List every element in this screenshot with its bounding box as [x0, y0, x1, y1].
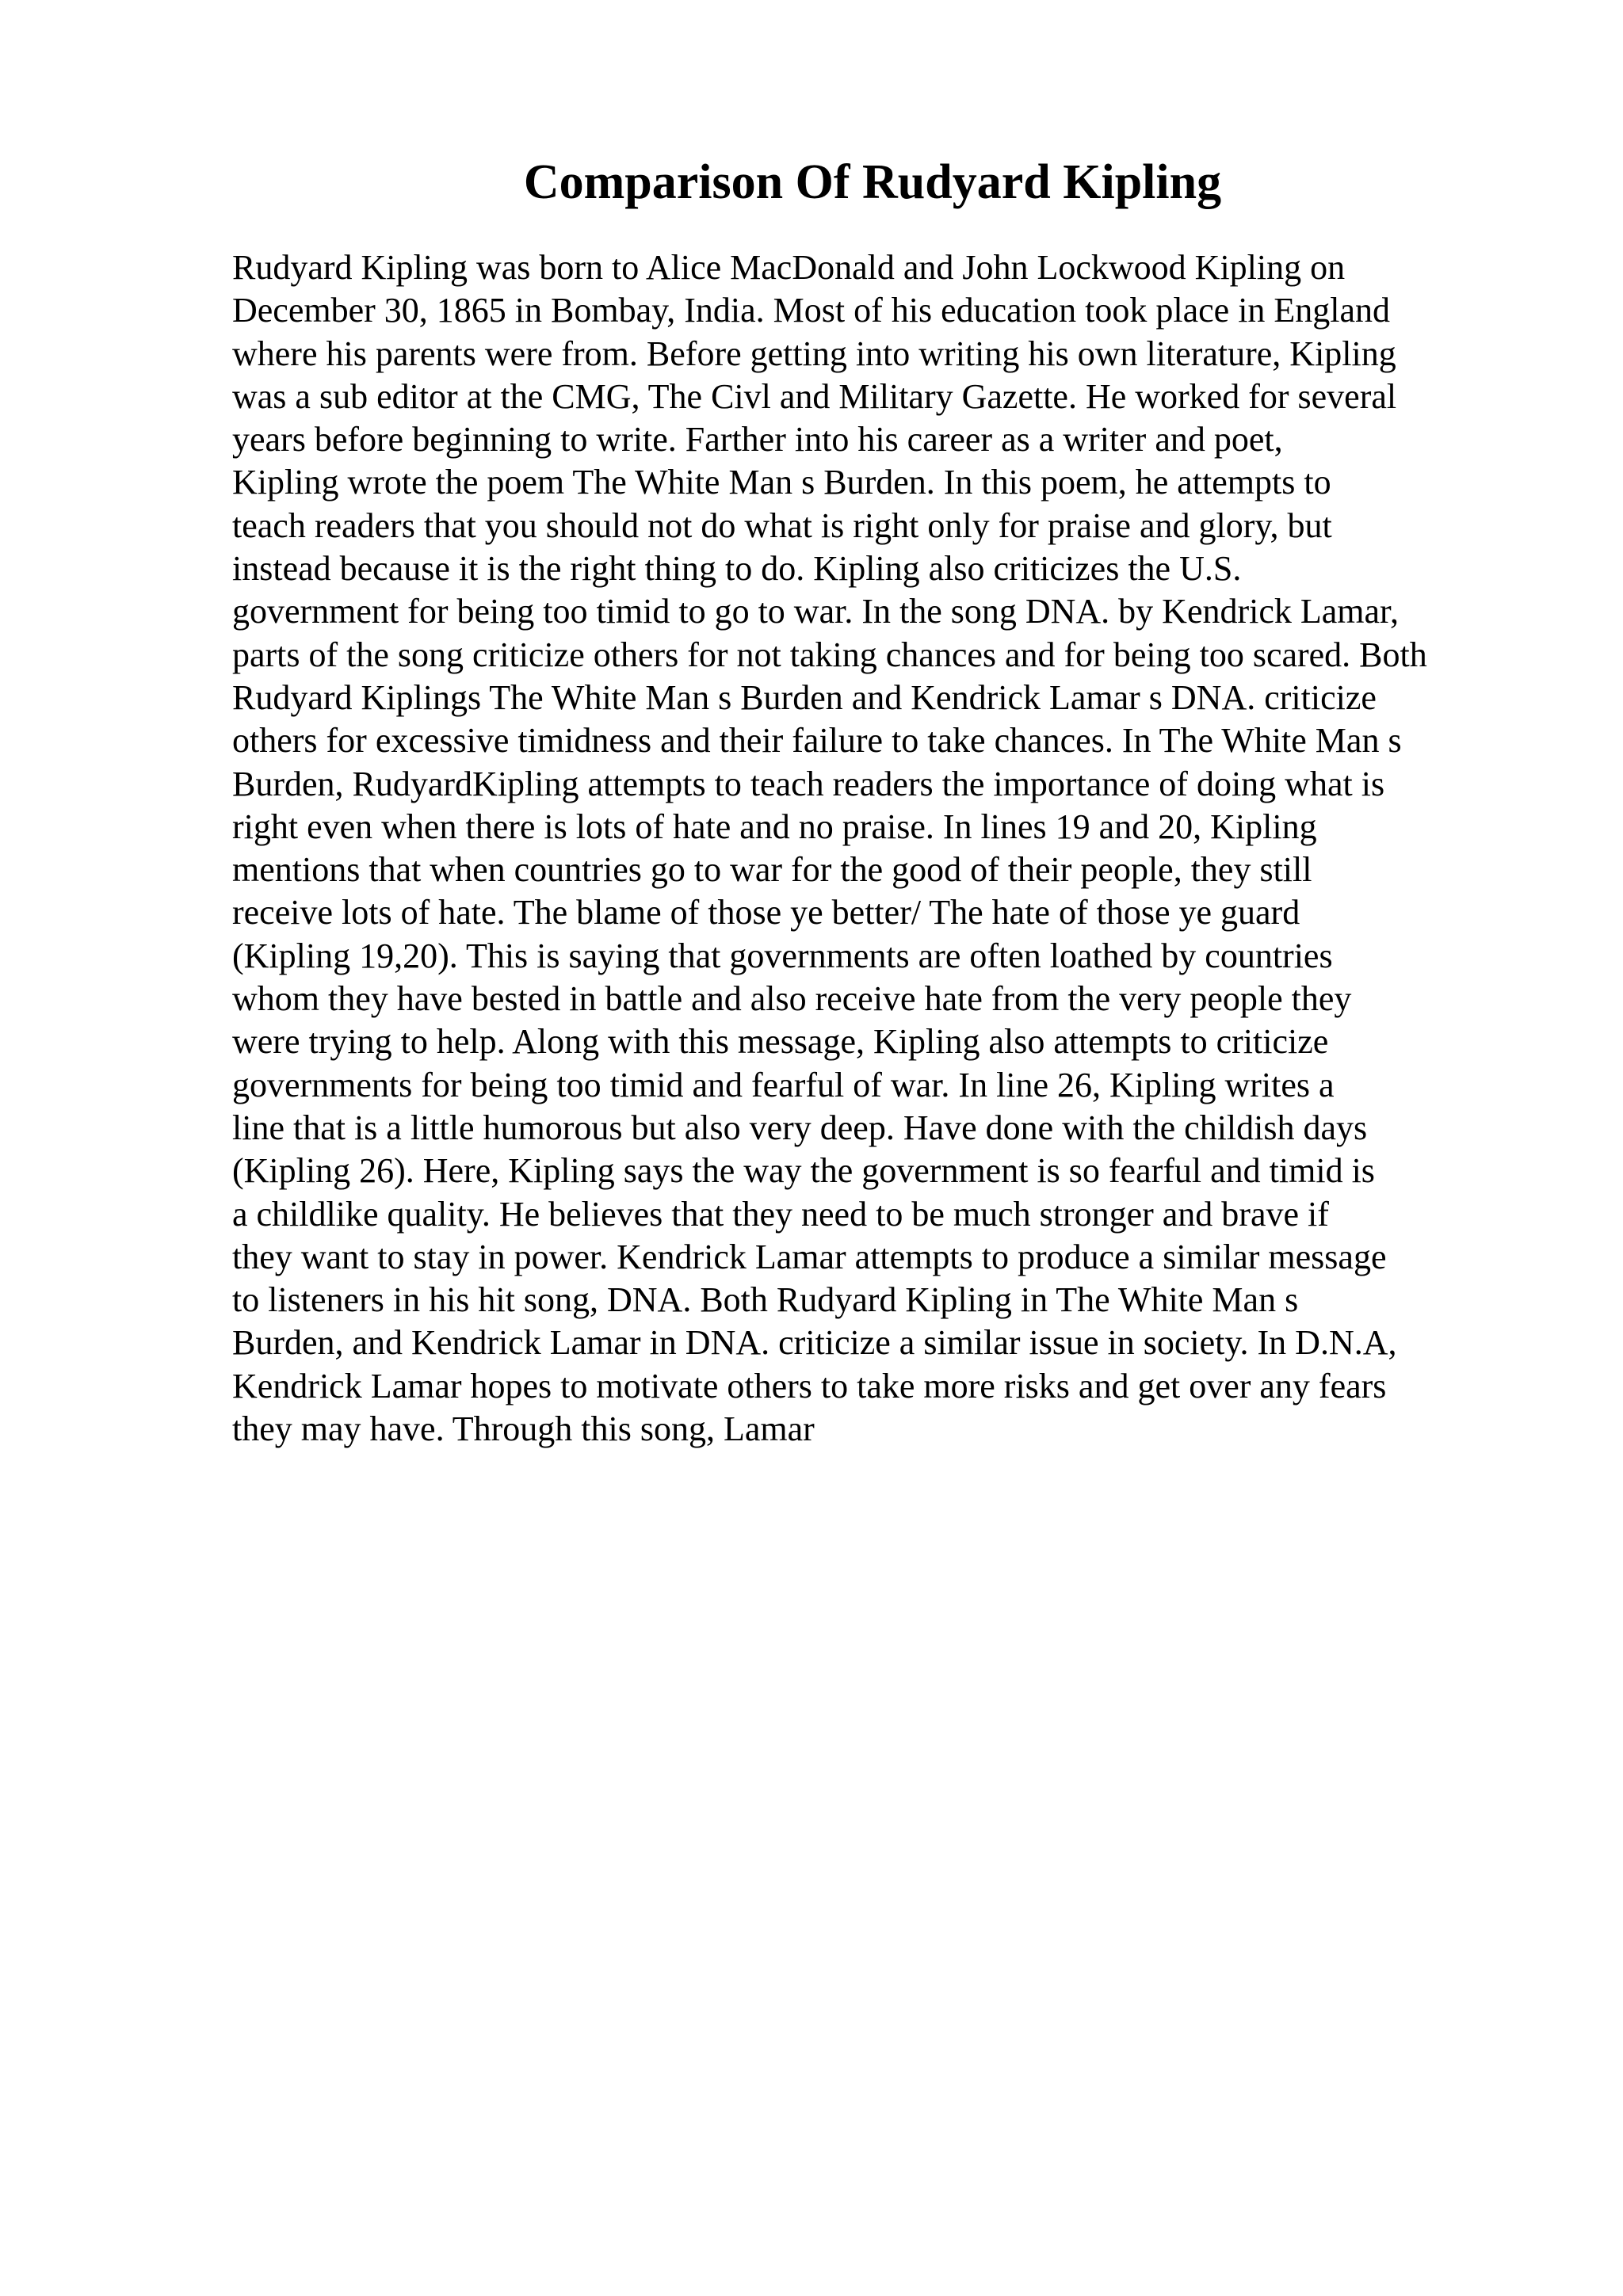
- body-line: Kipling wrote the poem The White Man s Burden. In this poem, he attempts to: [232, 463, 1331, 502]
- body-line: teach readers that you should not do what is right only for praise and glory, but: [232, 505, 1332, 545]
- body-line: Burden, RudyardKipling attempts to teach readers the importance of doing what is: [232, 764, 1385, 803]
- body-line: to listeners in his hit song, DNA. Both Rudyard Kipling in The White Man s: [232, 1280, 1299, 1320]
- body-line: parts of the song criticize others for not taking chances and for being too scared. Both: [232, 635, 1427, 674]
- body-line: they may have. Through this song, Lamar: [232, 1409, 815, 1449]
- body-line: (Kipling 19,20). This is saying that governments are often loathed by countries: [232, 936, 1333, 975]
- body-line: they want to stay in power. Kendrick Lamar attempts to produce a similar message: [232, 1237, 1387, 1276]
- body-line: right even when there is lots of hate and no praise. In lines 19 and 20, Kipling: [232, 807, 1317, 846]
- body-line: Rudyard Kipling was born to Alice MacDonald and John Lockwood Kipling on: [232, 248, 1346, 287]
- document-title: Comparison Of Rudyard Kipling: [523, 155, 1222, 209]
- body-line: (Kipling 26). Here, Kipling says the way the government is so fearful and timid is: [232, 1151, 1375, 1191]
- body-line: was a sub editor at the CMG, The Civl and Military Gazette. He worked for several: [232, 376, 1397, 416]
- body-line: whom they have bested in battle and also receive hate from the very people they: [232, 979, 1352, 1019]
- body-line: years before beginning to write. Farther into his career as a writer and poet,: [232, 420, 1283, 460]
- body-line: were trying to help. Along with this message, Kipling also attempts to criticize: [232, 1022, 1329, 1062]
- document-body: [232, 246, 1595, 1451]
- body-line: instead because it is the right thing to do. Kipling also criticizes the U.S.: [232, 549, 1242, 589]
- body-line: governments for being too timid and fearful of war. In line 26, Kipling writes a: [232, 1065, 1335, 1104]
- body-line: Kendrick Lamar hopes to motivate others to take more risks and get over any fears: [232, 1366, 1387, 1405]
- body-line: mentions that when countries go to war for the good of their people, they still: [232, 850, 1312, 890]
- body-line: where his parents were from. Before getting into writing his own literature, Kipling: [232, 334, 1396, 373]
- body-line: government for being too timid to go to war. In the song DNA. by Kendrick Lamar,: [232, 592, 1399, 631]
- body-line: December 30, 1865 in Bombay, India. Most of his education took place in England: [232, 291, 1391, 330]
- body-line: line that is a little humorous but also very deep. Have done with the childish days: [232, 1108, 1368, 1147]
- body-line: Rudyard Kiplings The White Man s Burden and Kendrick Lamar s DNA. criticize: [232, 677, 1377, 717]
- body-line: a childlike quality. He believes that they need to be much stronger and brave if: [232, 1194, 1329, 1234]
- body-line: Burden, and Kendrick Lamar in DNA. criticize a similar issue in society. In D.N.A,: [232, 1323, 1397, 1363]
- body-line: others for excessive timidness and their failure to take chances. In The White Man s: [232, 721, 1402, 761]
- body-line: receive lots of hate. The blame of those ye better/ The hate of those ye guard: [232, 893, 1300, 933]
